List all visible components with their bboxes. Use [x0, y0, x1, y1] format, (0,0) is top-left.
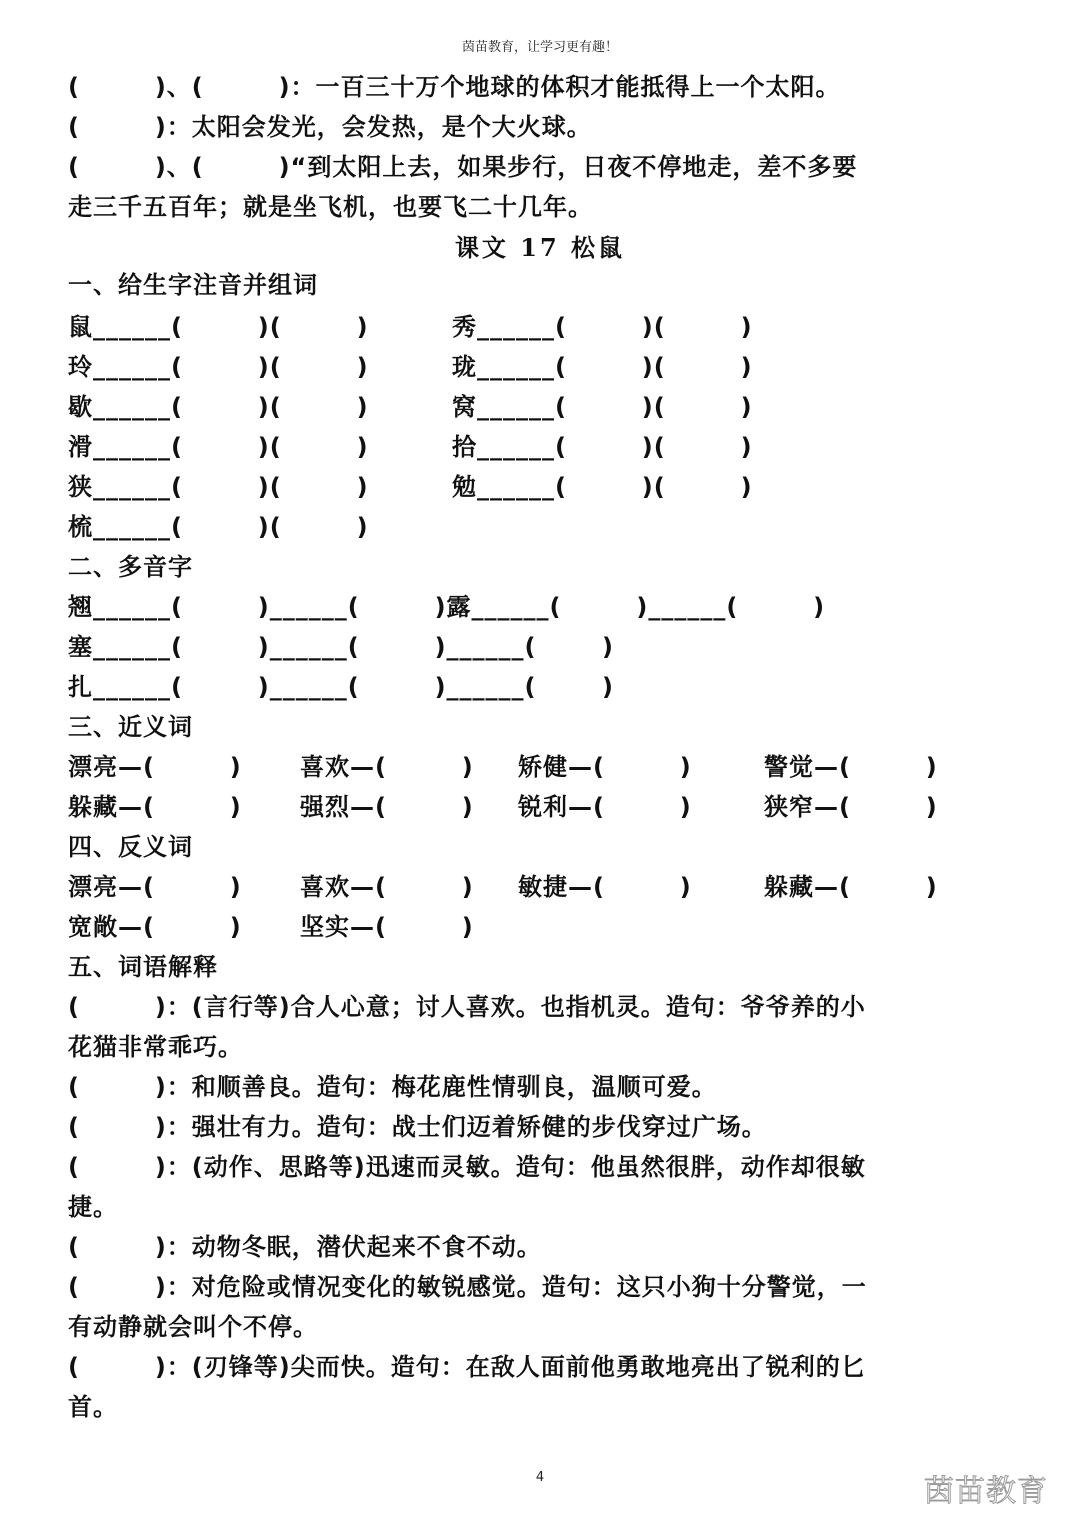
definition-line: 首。 [68, 1393, 118, 1421]
definition-line: ( )：动物冬眠，潜伏起来不食不动。 [68, 1233, 542, 1261]
antonym-item: 敏捷—( ) [518, 873, 692, 901]
synonym-item: 锐利—( ) [518, 793, 692, 821]
char-item: 鼠______( )( ) [68, 313, 369, 341]
antonym-item: 喜欢—( ) [300, 873, 474, 901]
synonym-item: 警觉—( ) [764, 753, 938, 781]
synonym-item: 强烈—( ) [300, 793, 474, 821]
char-item: 玲______( )( ) [68, 353, 369, 381]
exercise-row: 扎______( )______( )______( ) [68, 673, 614, 701]
intro-line: ( )、( )“到太阳上去，如果步行，日夜不停地走，差不多要 [68, 153, 858, 181]
antonym-item: 漂亮—( ) [68, 873, 242, 901]
char-item: 梳______( )( ) [68, 513, 369, 541]
char-item: 歇______( )( ) [68, 393, 369, 421]
char-item: 滑______( )( ) [68, 433, 369, 461]
antonym-item: 宽敞—( ) [68, 913, 242, 941]
definition-line: ( )：(刃锋等)尖而快。造句：在敌人面前他勇敢地亮出了锐利的匕 [68, 1353, 866, 1381]
page-header: 茵苗教育，让学习更有趣！ [461, 40, 618, 55]
synonym-item: 漂亮—( ) [68, 753, 242, 781]
definition-line: ( )：和顺善良。造句：梅花鹿性情驯良，温顺可爱。 [68, 1073, 717, 1101]
page-number: 4 [535, 1470, 545, 1485]
synonym-item: 躲藏—( ) [68, 793, 242, 821]
definition-line: 花猫非常乖巧。 [68, 1033, 243, 1061]
exercise-row: 塞______( )______( )______( ) [68, 633, 614, 661]
section-heading: 五、词语解释 [68, 953, 218, 981]
section-heading: 一、给生字注音并组词 [68, 271, 318, 299]
synonym-item: 矫健—( ) [518, 753, 692, 781]
definition-line: ( )：(动作、思路等)迅速而灵敏。造句：他虽然很胖，动作却很敏 [68, 1153, 866, 1181]
char-item: 狭______( )( ) [68, 473, 369, 501]
section-heading: 三、近义词 [68, 713, 193, 741]
definition-line: 有动静就会叫个不停。 [68, 1313, 318, 1341]
definition-line: ( )：(言行等)合人心意；讨人喜欢。也指机灵。造句：爷爷养的小 [68, 993, 866, 1021]
intro-line: 走三千五百年；就是坐飞机，也要飞二十几年。 [68, 193, 593, 221]
definition-line: 捷。 [68, 1193, 118, 1221]
char-item: 珑______( )( ) [452, 353, 753, 381]
antonym-item: 坚实—( ) [300, 913, 474, 941]
synonym-item: 狭窄—( ) [764, 793, 938, 821]
section-heading: 二、多音字 [68, 553, 193, 581]
intro-line: ( )、( )：一百三十万个地球的体积才能抵得上一个太阳。 [68, 73, 841, 101]
intro-line: ( )：太阳会发光，会发热，是个大火球。 [68, 113, 592, 141]
definition-line: ( )：强壮有力。造句：战士们迈着矫健的步伐穿过广场。 [68, 1113, 767, 1141]
char-item: 窝______( )( ) [452, 393, 753, 421]
antonym-item: 躲藏—( ) [764, 873, 938, 901]
synonym-item: 喜欢—( ) [300, 753, 474, 781]
watermark-logo: 茵苗教育 [924, 1474, 1048, 1509]
lesson-title: 课文 17 松鼠 [454, 233, 626, 262]
definition-line: ( )：对危险或情况变化的敏锐感觉。造句：这只小狗十分警觉，一 [68, 1273, 867, 1301]
section-heading: 四、反义词 [68, 833, 193, 861]
char-item: 秀______( )( ) [452, 313, 753, 341]
char-item: 勉______( )( ) [452, 473, 753, 501]
exercise-row: 翘______( )______( )露______( )______( ) [68, 593, 826, 621]
char-item: 拾______( )( ) [452, 433, 753, 461]
